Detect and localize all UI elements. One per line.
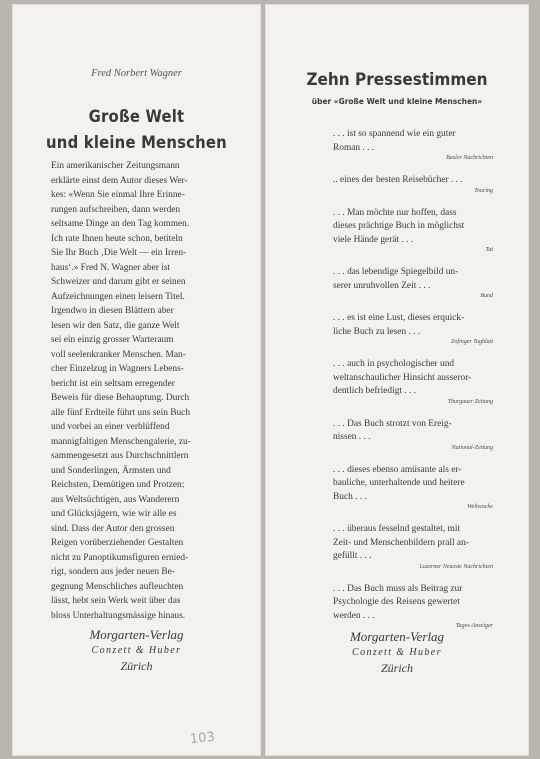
publisher-name: Morgarten-Verlag xyxy=(89,627,184,642)
quote-source: Thurgauer Zeitung xyxy=(447,398,493,405)
handwritten-page-number: 103 xyxy=(189,729,216,748)
publisher-owner: Conzett & Huber xyxy=(352,647,442,658)
quote-text: . . . auch in psychologischer und weltanschaulicher Hinsicht ausseror- dentlich befriedigt . . . xyxy=(333,359,472,396)
right-page xyxy=(265,4,529,756)
publisher-name: Morgarten-Verlag xyxy=(349,629,445,644)
press-quote xyxy=(333,312,493,347)
press-quote xyxy=(333,358,493,407)
book-title xyxy=(12,104,261,156)
publisher-city: Zürich xyxy=(380,661,413,675)
publisher-block xyxy=(12,626,261,674)
quote-source: Bund xyxy=(480,293,493,299)
author-name: Fred Norbert Wagner xyxy=(91,68,182,79)
publisher-owner: Conzett & Huber xyxy=(91,645,182,656)
quote-text: . . . es ist eine Lust, dieses erquick- liche Buch zu lesen . . . xyxy=(333,313,465,337)
press-quotes-list xyxy=(333,128,493,642)
quote-source: Luzerner Neueste Nachrichten xyxy=(419,563,493,570)
publisher-block xyxy=(265,628,529,676)
quote-source: National-Zeitung xyxy=(451,444,493,451)
quote-text: . . . Das Buch strotzt von Ereig- nissen . . . xyxy=(333,418,452,442)
quote-text: . . . Man möchte nur hoffen, dass dieses prächtige Buch in möglichst viele Hände gerät . . . xyxy=(333,207,465,245)
publisher-city: Zürich xyxy=(120,659,153,673)
press-quote xyxy=(333,583,493,632)
press-subtitle: über «Große Welt und kleine Menschen» xyxy=(311,96,483,106)
quote-text: . . . Das Buch muss als Beitrag zur Psychologie des Reisens gewertet werden . . . xyxy=(333,583,463,621)
quote-text: .. eines der besten Reisebücher . . . xyxy=(333,175,463,185)
press-quote xyxy=(333,523,493,572)
press-quote xyxy=(333,418,493,453)
quote-text: . . . das lebendige Spiegelbild un- serer unruhvollen Zeit . . . xyxy=(333,267,459,291)
press-quote xyxy=(333,128,493,163)
quote-source: Weltwoche xyxy=(467,504,493,510)
press-quote xyxy=(333,266,493,301)
quote-source: Tages-Anzeiger xyxy=(455,623,493,629)
press-quote xyxy=(333,207,493,256)
press-title: Zehn Pressestimmen xyxy=(306,70,488,90)
quote-source: Tat xyxy=(485,247,493,253)
press-quote xyxy=(333,174,493,196)
left-page xyxy=(12,4,261,756)
press-quote xyxy=(333,464,493,513)
quote-text: . . . ist so spannend wie ein guter Roman . . . xyxy=(333,129,456,153)
book-title-line-1: Große Welt xyxy=(88,107,185,126)
quote-text: . . . überaus fesselnd gestaltet, mit Zeit- und Menschenbildern prall an- gefüllt . . . xyxy=(333,524,469,561)
book-blurb: Ein amerikanischer Zeitungsmann erklärte einst dem Autor dieses Wer- kes: «Wenn Sie einmal Ihre Erinne- rungen aufschreiben, dann werden seltsame Dinge an den Tag kommen. Ich rate Ihnen heute schon, betiteln Sie Ihr Buch ‚Die Welt — ein Irren- haus‘.» Fred N. Wagner aber ist Schweizer und darum gibt er seinen Aufzeichnungen einen leisern Titel. Irgendwo in diesen Blättern aber lesen wir den Satz, die ganze Welt sei ein einzig grosser Warteraum voll seelenkranker Menschen. Man- cher Einzelzug in Wagners Lebens- bericht ist ein seltsam erregender Beweis für diese Behauptung. Durch alle fünf Erdteile führt uns sein Buch und vorbei an einer verblüffend mannigfaltigen Menschengalerie, zu- sammengesetzt aus Durchschnittlern und Sonderlingen, Ärmsten und Reichsten, Demütigen und Protzen; aus Weltsüchtigen, aus Wanderern und Glücksjägern, wie wir alle es sind. Dass der Autor den grossen Reigen vorüberziehender Gestalten nicht zu Panoptikumsfiguren ernied- rigt, sondern aus jeder neuen Be- gegnung Menschliches aufleuchten lässt, hebt sein Werk weit über das bloss Unterhaltungsmässige hinaus. xyxy=(51,161,191,621)
quote-source: Basler Nachrichten xyxy=(446,155,493,161)
book-title-line-2: und kleine Menschen xyxy=(46,133,227,152)
quote-text: . . . dieses ebenso amüsante als er- bauliche, unterhaltende und heitere Buch . . . xyxy=(333,464,465,502)
quote-source: Zofinger Tagblatt xyxy=(451,339,493,345)
quote-source: Touring xyxy=(474,187,493,194)
